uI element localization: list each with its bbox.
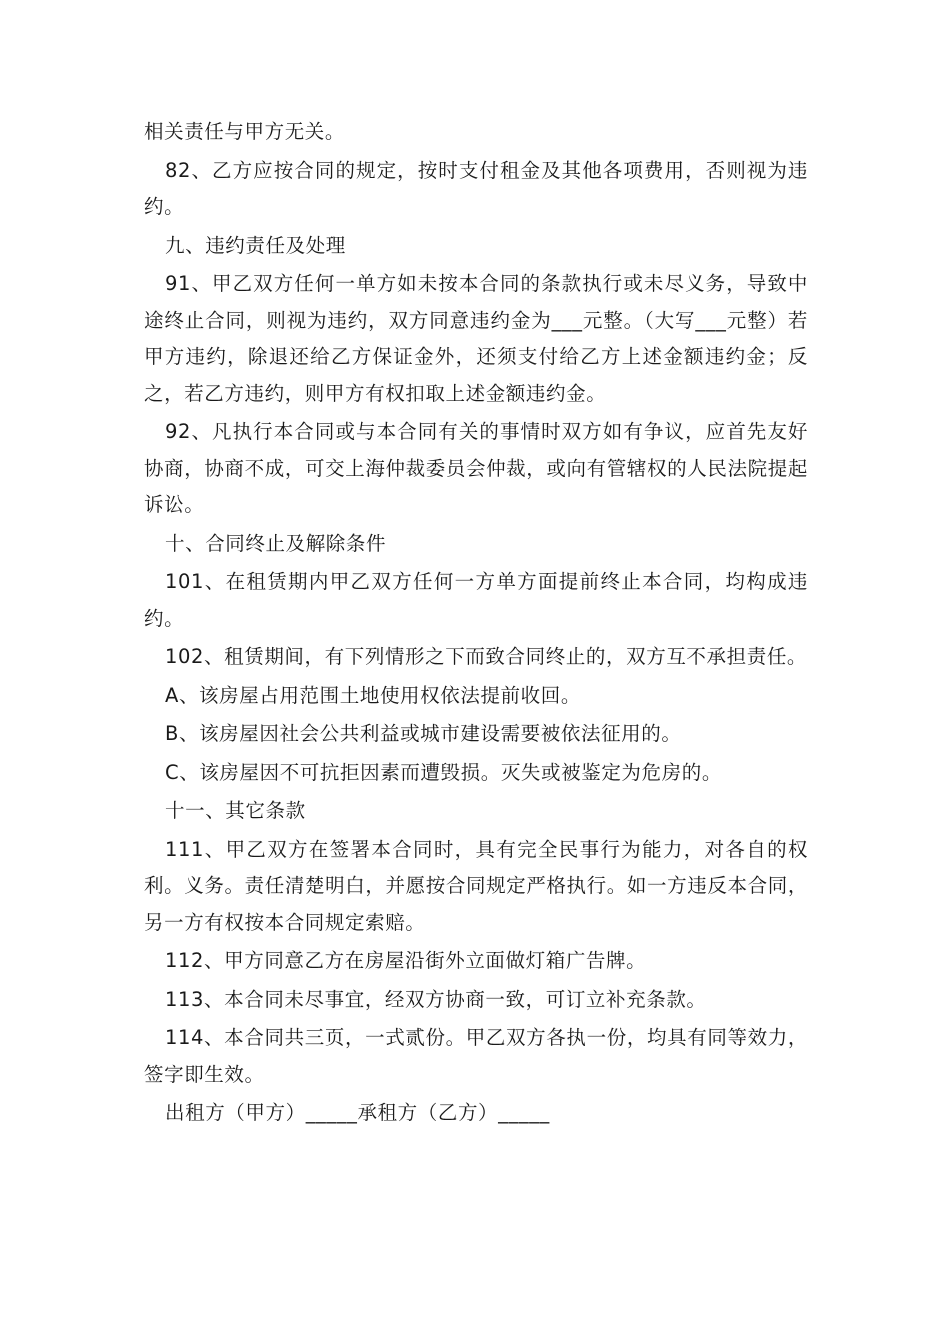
clause-112: 112、甲方同意乙方在房屋沿街外立面做灯箱广告牌。: [165, 949, 647, 972]
section-heading-breach: 九、违约责任及处理: [165, 233, 346, 257]
paragraph-continuation: 相关责任与甲方无关。: [144, 120, 346, 143]
signature-line: 出租方（甲方）_____承租方（乙方）_____: [165, 1101, 550, 1124]
clause-item-c: C、该房屋因不可抗拒因素而遭毁损。灭失或被鉴定为危房的。: [165, 760, 722, 784]
document-body: [144, 114, 808, 1134]
clause-102: 102、租赁期间，有下列情形之下而致合同终止的，双方互不承担责任。: [165, 645, 808, 668]
clause-114: 114、本合同共三页，一式贰份。甲乙双方各执一份，均具有同等效力，签字即生效。: [144, 1026, 808, 1086]
clause-101: 101、在租赁期内甲乙双方任何一方单方面提前终止本合同，均构成违约。: [144, 570, 808, 630]
clause-111: 111、甲乙双方在签署本合同时，具有完全民事行为能力，对各自的权利。义务。责任清楚明白，并愿按合同规定严格执行。如一方违反本合同，另一方有权按本合同规定索赔。: [144, 837, 808, 934]
clause-113: 113、本合同未尽事宜，经双方协商一致，可订立补充条款。: [165, 987, 707, 1011]
clause-82: 82、乙方应按合同的规定，按时支付租金及其他各项费用，否则视为违约。: [144, 158, 808, 218]
clause-item-b: B、该房屋因社会公共利益或城市建设需要被依法征用的。: [165, 722, 682, 745]
clause-92: 92、凡执行本合同或与本合同有关的事情时双方如有争议，应首先友好协商，协商不成，可交上海仲裁委员会仲裁，或向有管辖权的人民法院提起诉讼。: [144, 420, 808, 516]
section-heading-other-terms: 十一、其它条款: [165, 799, 306, 822]
clause-91: 91、甲乙双方任何一单方如未按本合同的条款执行或未尽义务，导致中途终止合同，则视为违约，双方同意违约金为___元整。（大写___元整）若甲方违约，除退还给乙方保证金外，还须支付给乙方上述金额违约金；反之，若乙方违约，则甲方有权扣取上述金额违约金。: [144, 272, 808, 405]
section-heading-termination: 十、合同终止及解除条件: [165, 531, 387, 555]
clause-item-a: A、该房屋占用范围土地使用权依法提前收回。: [165, 683, 581, 707]
